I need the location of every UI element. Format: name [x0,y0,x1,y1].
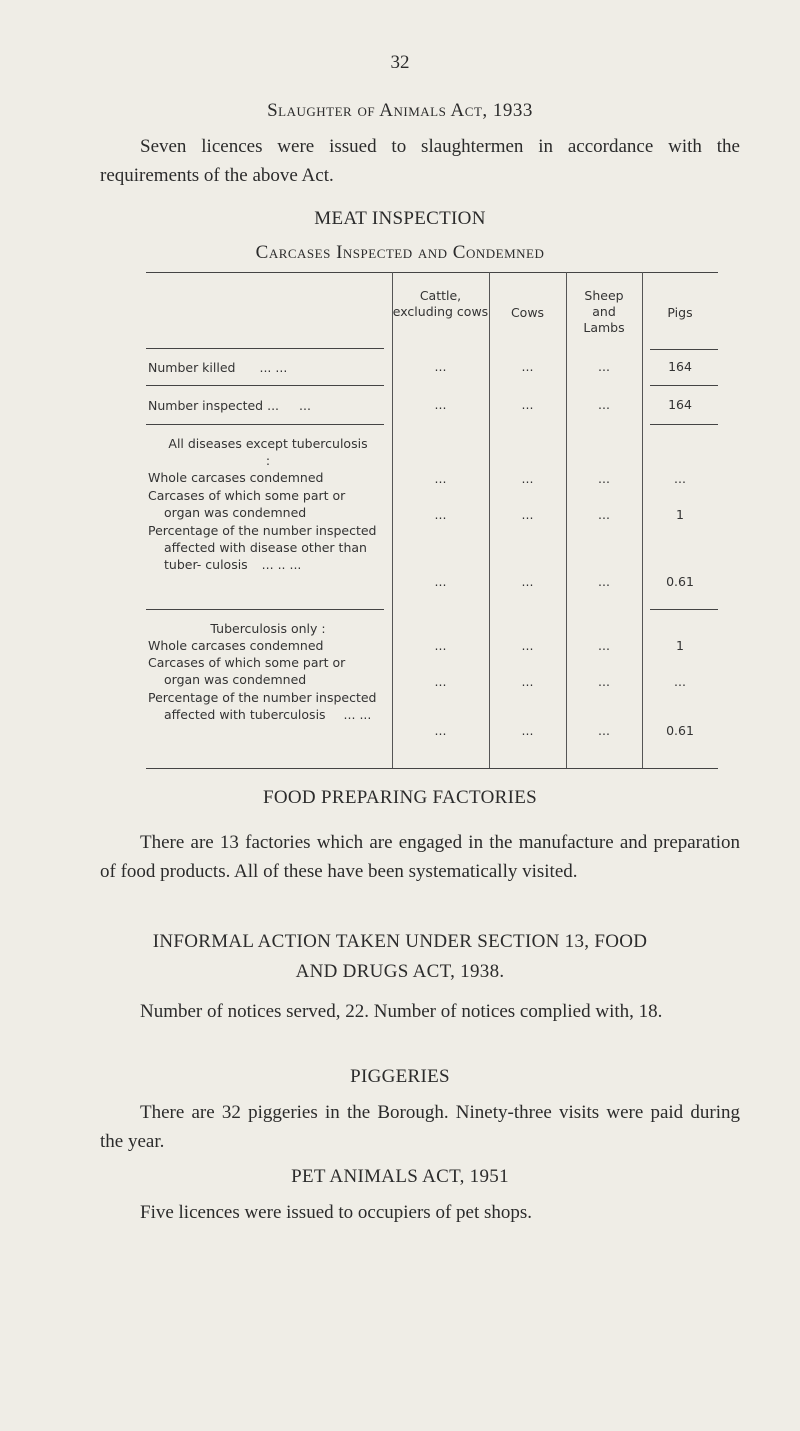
slaughter-heading: Slaughter of Animals Act, 1933 [267,100,533,121]
table-top-rule [146,272,718,273]
table-cell: ... [674,471,686,486]
food-factories-text: There are 13 factories which are engaged in the manufacture and preparation of food products. All of these have been systematically visited. [100,832,740,882]
table-cell: ... [434,507,447,522]
table-cell: ... [521,507,534,522]
row-label-whole-carcases: Whole carcases condemned [148,470,324,485]
informal-action-title-2: AND DRUGS ACT, 1938. [295,961,505,982]
tb-only-heading: Tuberculosis only : [210,621,326,636]
table-cell: ... [521,674,534,689]
table-cell: ... [521,471,534,486]
row-label-tb-percentage: Percentage of the number inspected affected with tuberculosis ... ... [148,690,377,722]
row-rule [146,609,384,610]
row-label-tb-whole: Whole carcases condemned [148,638,324,653]
col-header-pigs: Pigs [667,305,693,320]
piggeries-title: PIGGERIES [350,1066,450,1087]
table-cell: ... [521,359,534,374]
table-cell: 164 [668,359,692,374]
table-cell: 1 [676,507,684,522]
row-rule [650,609,718,610]
table-cell: ... [598,723,610,738]
table-cell: ... [598,507,610,522]
pet-animals-text: Five licences were issued to occupiers of pet shops. [140,1202,533,1223]
col-header-cows: Cows [510,305,545,320]
informal-action-title-1: INFORMAL ACTION TAKEN UNDER SECTION 13, FOOD [152,931,648,952]
carcases-subtitle: Carcases Inspected and Condemned [255,242,545,263]
table-cell: ... [521,723,534,738]
all-diseases-heading: All diseases except tuberculosis : [168,436,368,468]
table-cell: ... [598,471,610,486]
page-number: 32 [390,52,410,73]
row-rule [146,424,384,425]
table-cell: ... [598,397,610,412]
table-cell: ... [521,638,534,653]
col-header-sheep: Sheep and Lambs [583,288,625,335]
table-cell: ... [674,674,686,689]
row-rule [650,424,718,425]
table-cell: ... [434,574,447,589]
informal-action-text: Number of notices served, 22. Number of notices complied with, 18. [140,1001,663,1022]
row-label-percentage-disease: Percentage of the number inspected affected with disease other than tuber- culosis ... .. ... [148,523,377,572]
row-label-number-killed: Number killed ... ... [148,360,288,375]
row-rule [650,385,718,386]
table-cell: 0.61 [666,574,694,589]
piggeries-text: There are 32 piggeries in the Borough. Ninety-three visits were paid during the year. [100,1102,740,1152]
row-rule [650,349,718,350]
table-cell: ... [521,574,534,589]
pet-animals-title: PET ANIMALS ACT, 1951 [291,1166,509,1187]
table-cell: 164 [668,397,692,412]
table-cell: ... [434,638,447,653]
table-cell: ... [434,723,447,738]
row-label-tb-part: Carcases of which some part or organ was condemned [148,655,346,687]
table-bottom-rule [146,768,718,769]
table-cell: ... [598,359,610,374]
row-label-part-condemned: Carcases of which some part or organ was condemned [148,488,346,520]
table-cell: ... [434,674,447,689]
table-cell: ... [598,674,610,689]
table-cell: ... [434,397,447,412]
row-label-number-inspected: Number inspected ... ... [148,398,311,413]
table-cell: ... [598,574,610,589]
table-cell: 1 [676,638,684,653]
meat-inspection-title: MEAT INSPECTION [314,208,486,229]
table-cell: 0.61 [666,723,694,738]
row-rule [146,385,384,386]
table-cell: ... [521,397,534,412]
slaughter-text: Seven licences were issued to slaughtermen in accordance with the requirements of the above Act. [100,136,740,186]
table-cell: ... [434,359,447,374]
col-header-cattle: Cattle, excluding cows [392,288,489,319]
table-cell: ... [598,638,610,653]
table-cell: ... [434,471,447,486]
row-rule [146,348,384,349]
food-factories-title: FOOD PREPARING FACTORIES [263,787,537,808]
